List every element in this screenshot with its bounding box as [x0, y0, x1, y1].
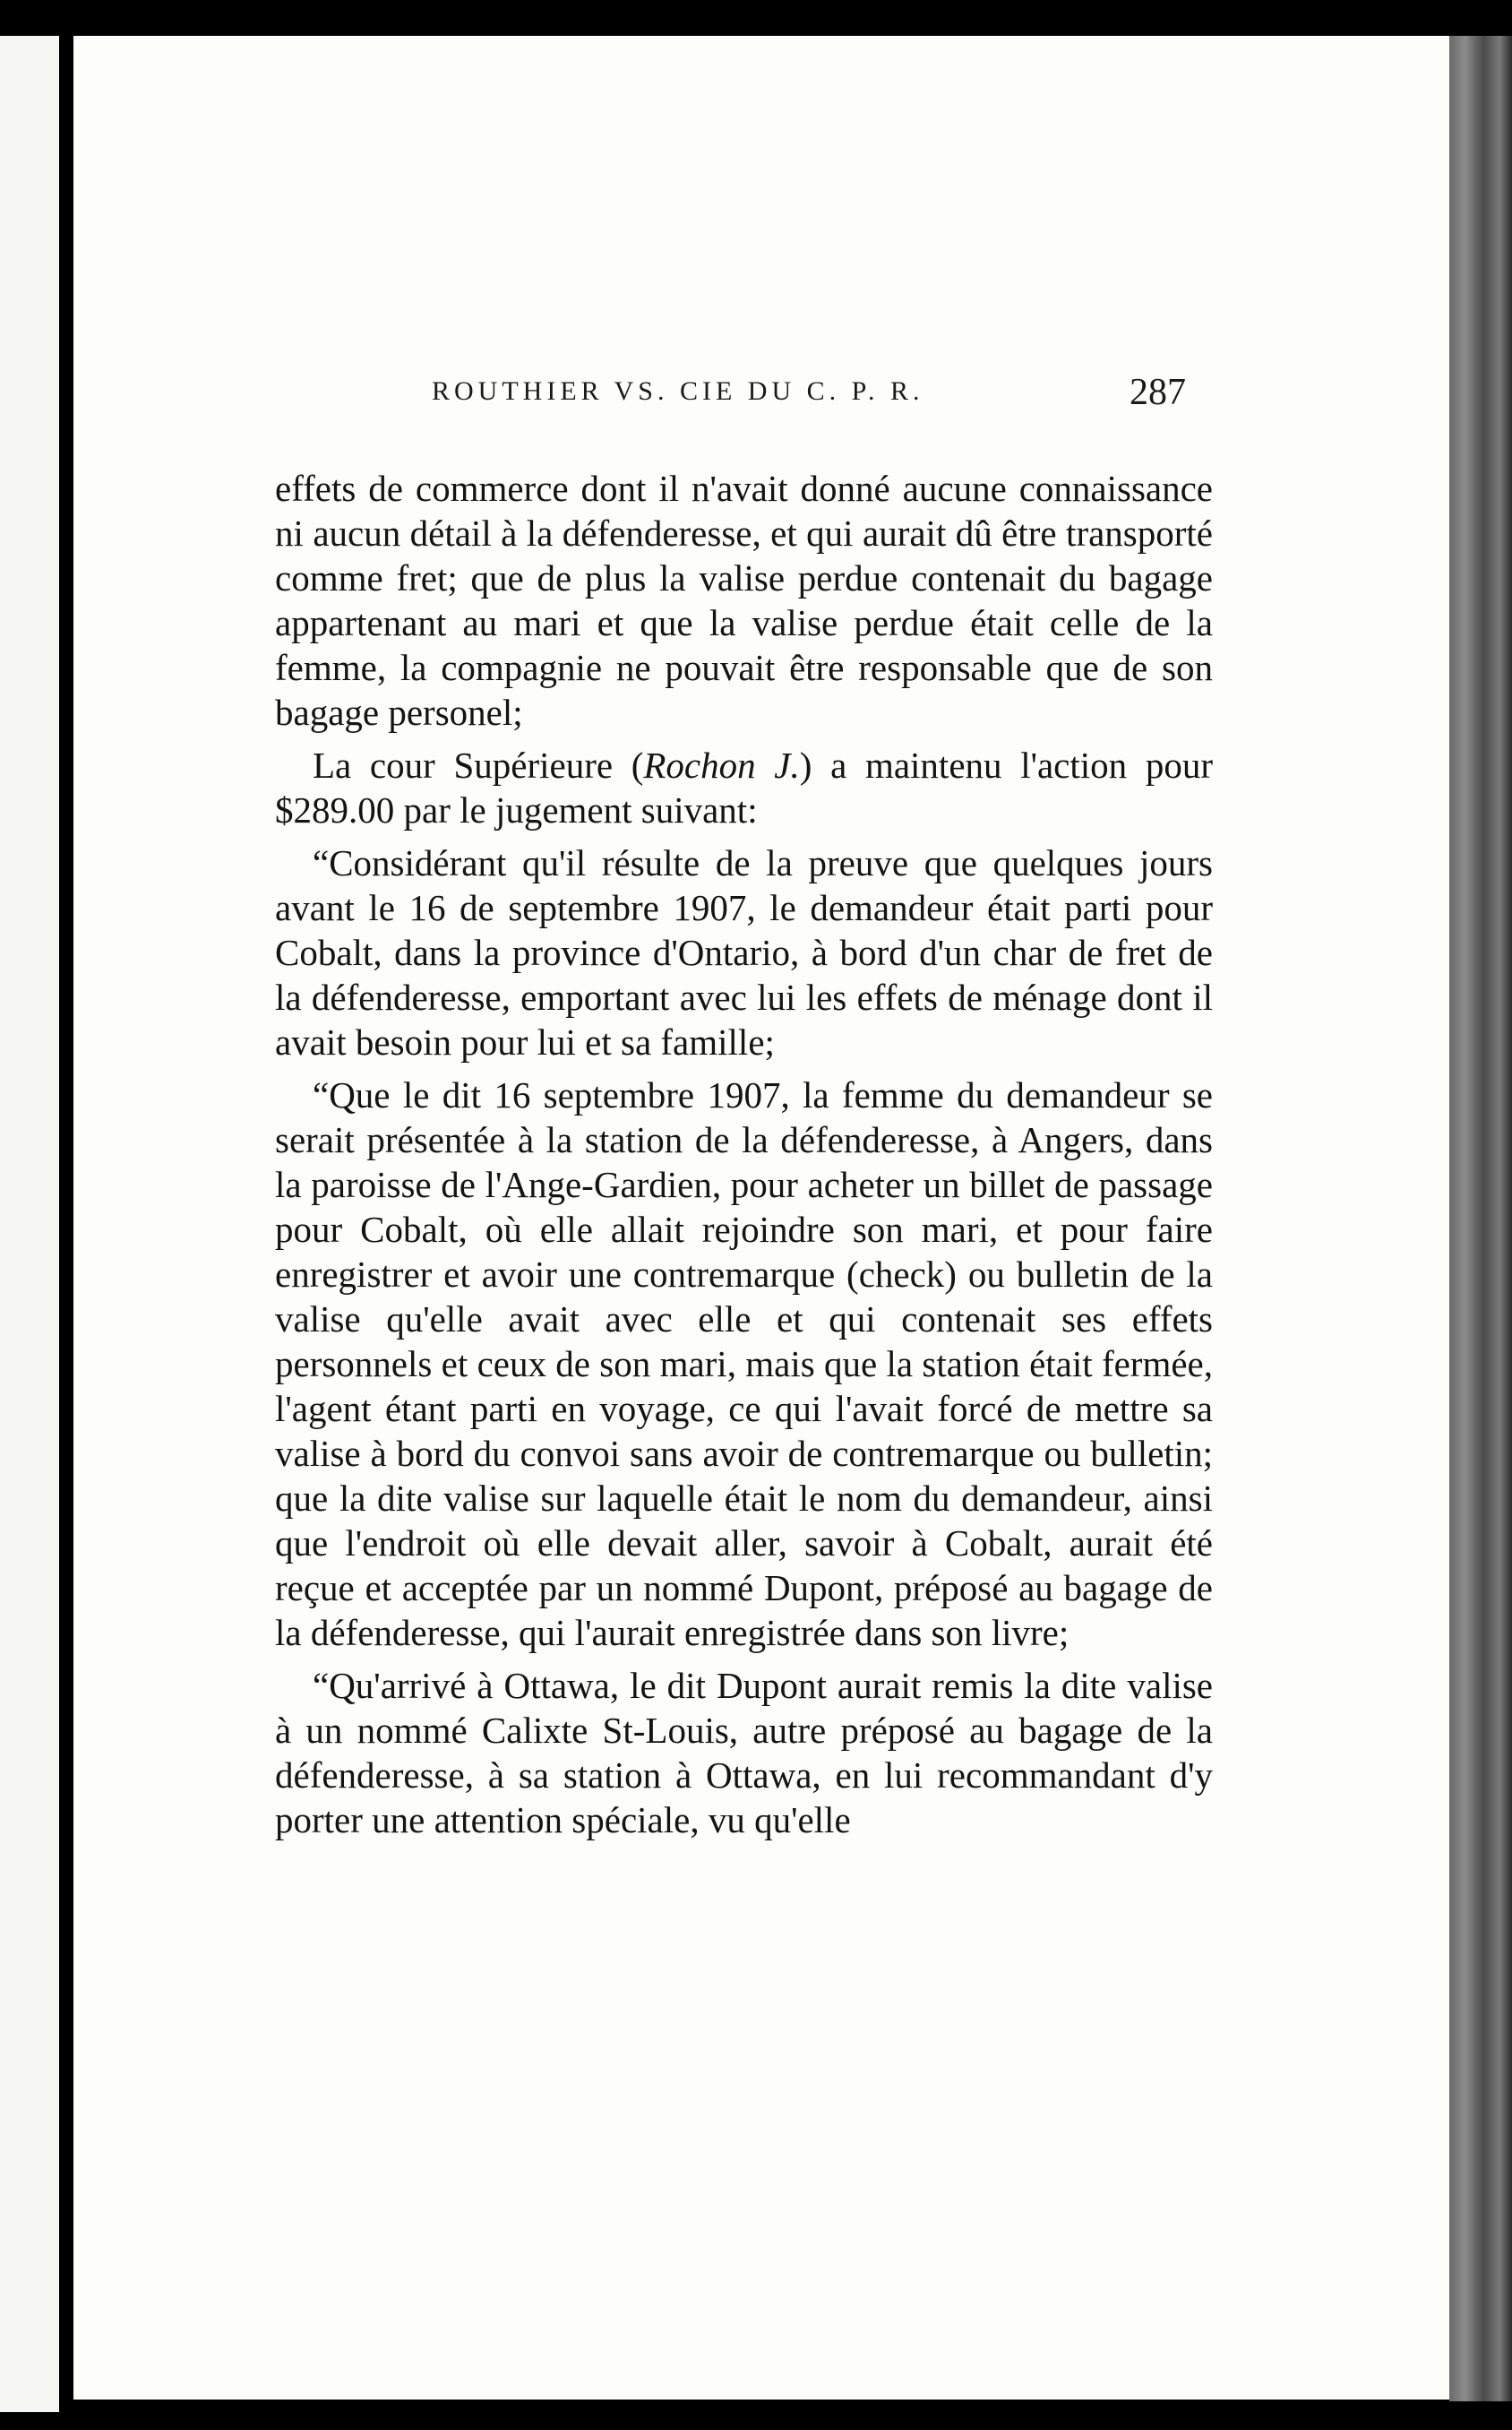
paragraph-5: “Qu'arrivé à Ottawa, le dit Dupont aurait remis la dite valise à un nommé Calixte St-Louis, autre préposé au bagage de la défenderesse, à sa station à Ottawa, en lui recommandant d'y porter une attention spéciale, vu qu'elle	[275, 1665, 1213, 1840]
book-page	[73, 36, 1449, 2400]
page-stack-edge	[1449, 36, 1512, 2401]
paragraph-2-end: ) a maintenu l'action pour $289.00 par le jugement suivant:	[275, 745, 1213, 831]
paragraph-2	[275, 743, 1213, 832]
judge-name: Rochon J.	[643, 745, 800, 786]
page-number: 287	[1130, 372, 1186, 413]
paragraph-4: “Que le dit 16 septembre 1907, la femme du demandeur se serait présentée à la station de la défenderesse, à Angers, dans la paroisse de l'Ange-Gardien, pour acheter un billet de passage pour Cobalt, où elle allait rejoindre son mari, et pour faire enregistrer et avoir une contremarque (check) ou bulletin de la valise qu'elle avait avec elle et qui contenait ses effets personnels et ceux de son mari, mais que la station était fermée, l'agent étant parti en voyage, ce qui l'avait forcé de mettre sa valise à bord du convoi sans avoir de contremarque ou bulletin; que la dite valise sur laquelle était le nom du demandeur, ainsi que l'endroit où elle devait aller, savoir à Cobalt, aurait été reçue et acceptée par un nommé Dupont, préposé au bagage de la défenderesse, qui l'aurait enregistrée dans son livre;	[275, 1074, 1213, 1653]
paragraph-3: “Considérant qu'il résulte de la preuve que quelques jours avant le 16 de septembre 1907, le demandeur était parti pour Cobalt, dans la province d'Ontario, à bord d'un char de fret de la défenderesse, emportant avec lui les effets de ménage dont il avait besoin pour lui et sa famille;	[275, 842, 1213, 1063]
body-text	[275, 466, 1213, 1850]
running-head: ROUTHIER VS. CIE DU C. P. R.	[432, 376, 924, 406]
paragraph-1: effets de commerce dont il n'avait donné aucune connaissance ni aucun détail à la défenderesse, et qui aurait dû être transporté comme fret; que de plus la valise perdue contenait du bagage appartenant au mari et que la valise perdue était celle de la femme, la compagnie ne pouvait être responsable que de son bagage personel;	[275, 468, 1213, 733]
previous-page-edge	[0, 36, 59, 2412]
paragraph-2-start: La cour Supérieure (	[313, 745, 644, 786]
